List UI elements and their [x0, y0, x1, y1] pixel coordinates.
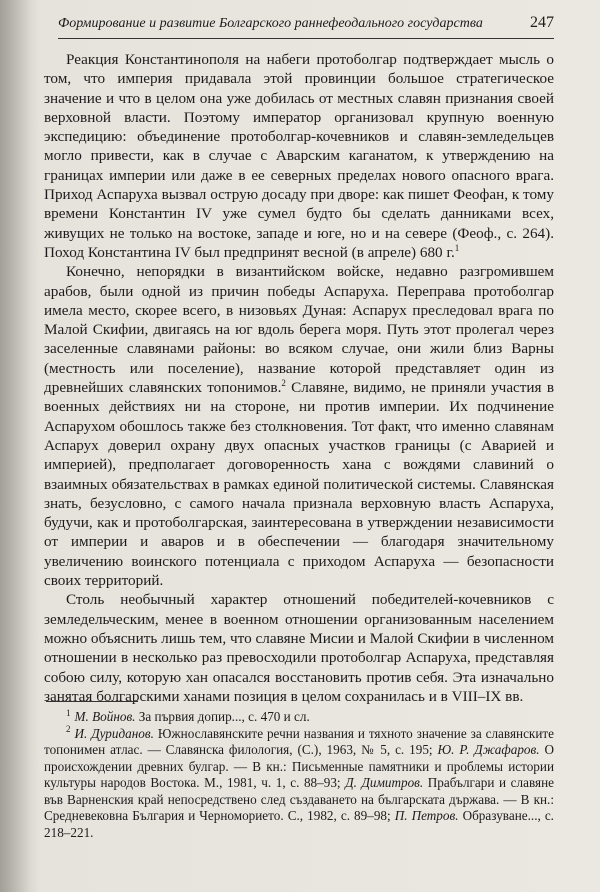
running-header: [58, 14, 554, 39]
footnotes: [44, 709, 554, 841]
running-title: Формирование и развитие Болгарского раннефеодального государства: [58, 16, 483, 31]
footnote-2: $^2$ И. Дуриданов. Южнославянските речни названия и тяхното значение за славянските топонимен атлас. — Славянска филология, (С.), 1963, № 5, с. 195; Ю. Р. Джафаров. О происхождении древних булгар. — В кн.: Письменные памятники и проблемы истории культуры народов Востока. М., 1981, ч. 1, с. 88–93; Д. Димитров. Прабългари и славяне във Варненския край непосредствено след създаването на българската държава. — В кн.: Средневековна България и Черноморието. С., 1982, с. 89–98; П. Петров. Образуване..., с. 218–221.: [44, 724, 555, 840]
main-text: [44, 50, 554, 706]
page-edge-shadow: [0, 0, 30, 892]
footnote-ref-1: 1: [454, 242, 460, 253]
page-number: 247: [530, 14, 554, 31]
paragraph-3: Столь необычный характер отношений победителей-кочевников с земледельческим, менее в военном отношении организованным населением можно объяснить лишь тем, что славяне Мисии и Малой Скифии в численном отношении в несколько раз превосходили протоболгар Аспаруха, представляя собою силу, которую хан опасался восстановить против себя. Эта изначально занятая болгарскими ханами позиция в целом сохранилась и в VIII–IX вв.: [44, 591, 554, 705]
footnote-divider: [46, 701, 138, 702]
paragraph-1: Реакция Константинополя на набеги протоболгар подтверждает мысль о том, что империя придавала этой провинции большое стратегическое значение и что в целом она уже добилась от местных славян признания своей верховной власти. Поэтому император организовал крупную военную экспедицию: объединение протоболгар-кочевников и славян-земледельцев могло привести, как в случае с Аварским каганатом, к утверждению на границах империи или даже в ее северных пределах нового опасного врага. Приход Аспаруха вызвал острую досаду при дворе: как пишет Феофан, к тому времени Константин IV уже сумел будто бы сделать данниками всех, живущих не только на востоке, западе и юге, но и на севере (Феоф., с. 264). Поход Константина IV был предпринят весной (в апреле) 680 г.$^1$: [44, 51, 554, 261]
paragraph-2: Конечно, непорядки в византийском войске, недавно разгромившем арабов, были одной из причин победы Аспаруха. Переправа протоболгар имела место, скорее всего, в низовьях Дуная: Аспарух преследовал врага по Малой Скифии, двигаясь на юг вдоль берега моря. Путь этот пролегал через заселенные славянами районы: во всяком случае, они жили близ Варны (местность или поселение), название которой представляет один из древнейших славянских топонимов.$^2$ Славяне, видимо, не приняли участия в военных действиях ни на стороне, ни против империи. Их подчинение Аспарухом обошлось также без столкновения. Тот факт, что именно славянам Аспарух доверил охрану двух опасных участков границы (с Аварией и империей), предполагает договоренность хана с вождями славиний о взаимных обязательствах в рамках единой политической системы. Славянская знать, безусловно, с самого начала признала верховную власть Аспаруха, будучи, как и протоболгарская, заинтересована в утверждении независимости от империи и аваров и в обеспечении — благодаря значительному увеличению воинского потенциала с приходом Аспаруха — безопасности своих территорий.: [44, 263, 555, 590]
footnote-1: $^1$ М. Войнов. За първия допир..., с. 470 и сл.: [66, 707, 310, 724]
footnote-ref-2: 2: [281, 377, 286, 388]
